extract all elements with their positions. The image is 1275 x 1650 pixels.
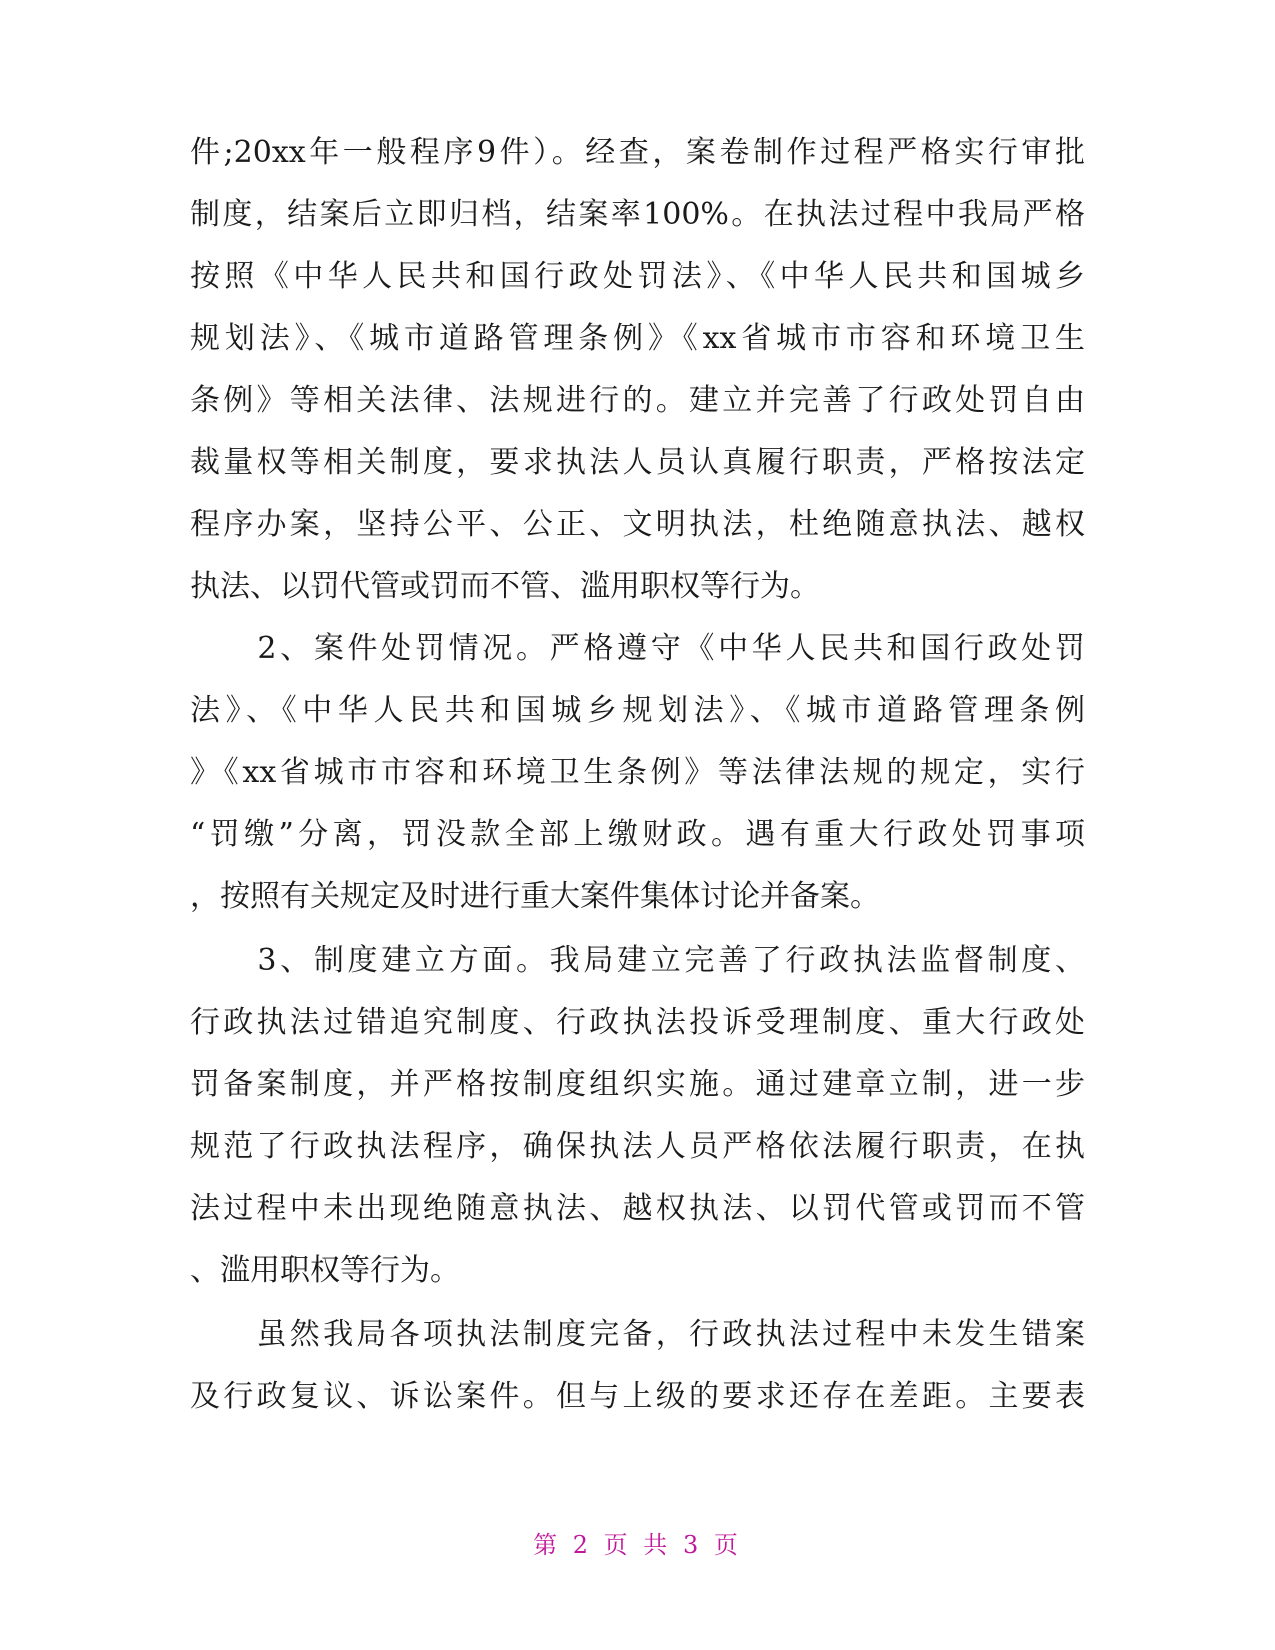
text-line: 行政执法过错追究制度、行政执法投诉受理制度、重大行政处 (190, 1005, 1085, 1040)
text-line: 法》、《中华人民共和国城乡规划法》、《城市道路管理条例 (190, 693, 1085, 728)
text-line: 3、制度建立方面。我局建立完善了行政执法监督制度、 (190, 943, 1085, 978)
text-line: 法过程中未出现绝随意执法、越权执法、以罚代管或罚而不管 (190, 1191, 1085, 1226)
text-line: 裁量权等相关制度，要求执法人员认真履行职责，严格按法定 (190, 445, 1085, 480)
text-line: 按照《中华人民共和国行政处罚法》、《中华人民共和国城乡 (190, 259, 1085, 294)
text-line: 制度，结案后立即归档，结案率100%。在执法过程中我局严格 (190, 197, 1085, 232)
text-line: 件;20xx年一般程序9件）。经查，案卷制作过程严格实行审批 (190, 135, 1085, 170)
text-line: 虽然我局各项执法制度完备，行政执法过程中未发生错案 (190, 1317, 1085, 1352)
text-line: 、滥用职权等行为。 (190, 1253, 460, 1288)
text-line: 条例》等相关法律、法规进行的。建立并完善了行政处罚自由 (190, 383, 1085, 418)
text-line: 2、案件处罚情况。严格遵守《中华人民共和国行政处罚 (190, 631, 1085, 666)
text-line: 规范了行政执法程序，确保执法人员严格依法履行职责，在执 (190, 1129, 1085, 1164)
text-line: 规划法》、《城市道路管理条例》《xx省城市市容和环境卫生 (190, 321, 1085, 356)
text-line: ，按照有关规定及时进行重大案件集体讨论并备案。 (190, 879, 880, 914)
text-line: 》《xx省城市市容和环境卫生条例》等法律法规的规定，实行 (190, 755, 1085, 790)
text-line: 程序办案，坚持公平、公正、文明执法，杜绝随意执法、越权 (190, 507, 1085, 542)
text-line: “罚缴”分离，罚没款全部上缴财政。遇有重大行政处罚事项 (190, 817, 1085, 852)
text-line: 及行政复议、诉讼案件。但与上级的要求还存在差距。主要表 (190, 1379, 1085, 1414)
page-number: 第 2 页 共 3 页 (533, 1531, 742, 1559)
text-line: 执法、以罚代管或罚而不管、滥用职权等行为。 (190, 569, 820, 604)
text-line: 罚备案制度，并严格按制度组织实施。通过建章立制，进一步 (190, 1067, 1085, 1102)
